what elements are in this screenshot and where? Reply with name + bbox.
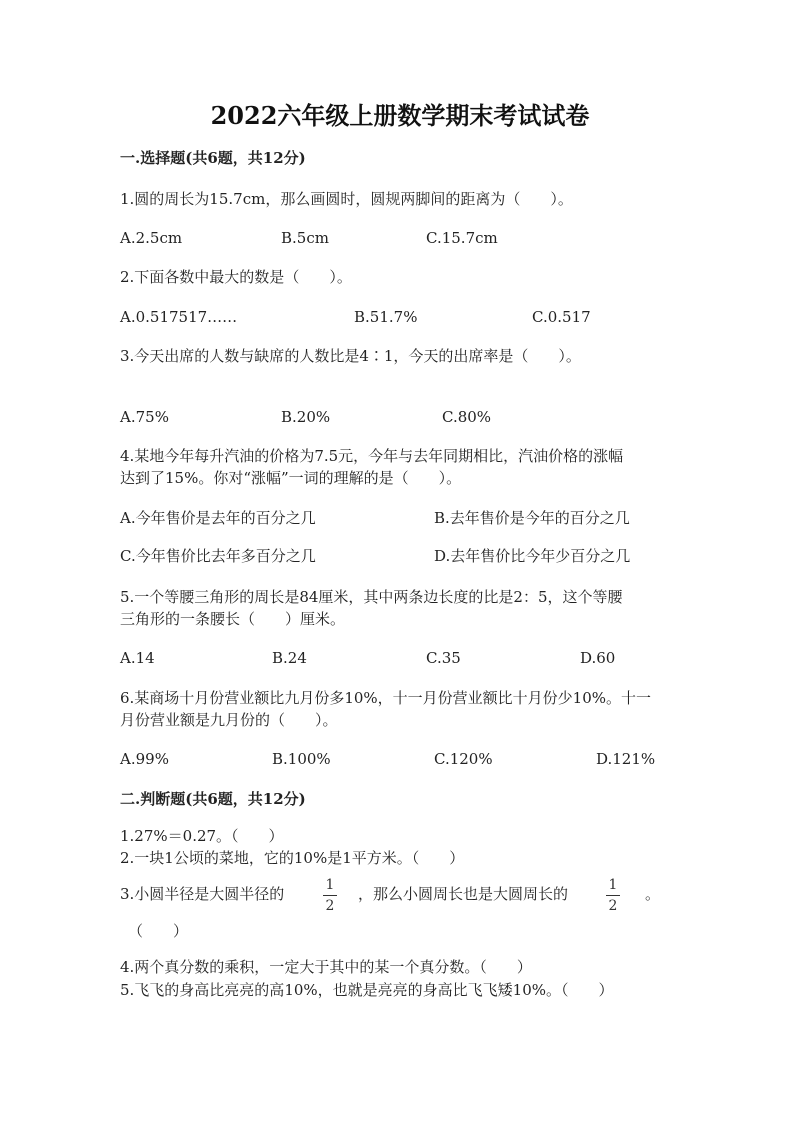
section-heading-judgment: 二.判断题(共6题，共12分) xyxy=(120,790,306,808)
question-4-option-a: A.今年售价是去年的百分之几 xyxy=(120,509,316,527)
question-4-option-b: B.去年售价是今年的百分之几 xyxy=(434,509,630,527)
judgment-2: 2.一块1公顷的菜地，它的10%是1平方米。（ ） xyxy=(120,849,465,867)
question-5-option-a: A.14 xyxy=(120,649,155,667)
judgment-3-part-2: ，那么小圆周长也是大圆周长的 xyxy=(358,885,569,903)
fraction-one-half xyxy=(603,877,623,914)
question-4-stem-line-1: 4.某地今年每升汽油的价格为7.5元，今年与去年同期相比，汽油价格的涨幅 xyxy=(120,447,624,465)
fraction-numerator: 1 xyxy=(608,877,618,893)
question-2-option-a: A.0.517517…… xyxy=(120,308,238,326)
question-5-stem-line-1: 5.一个等腰三角形的周长是84厘米，其中两条边长度的比是2：5，这个等腰 xyxy=(120,588,623,606)
page-title: 2022六年级上册数学期末考试试卷 xyxy=(210,101,590,130)
fraction-numerator: 1 xyxy=(325,877,335,893)
question-3-option-a: A.75% xyxy=(120,408,169,426)
question-1-option-c: C.15.7cm xyxy=(426,229,498,247)
judgment-3-part-3: 。 xyxy=(645,885,661,903)
judgment-3-part-1: 3.小圆半径是大圆半径的 xyxy=(120,885,285,903)
fraction-denominator: 2 xyxy=(325,898,335,914)
judgment-4: 4.两个真分数的乘积，一定大于其中的某一个真分数。（ ） xyxy=(120,958,532,976)
judgment-5: 5.飞飞的身高比亮亮的高10%，也就是亮亮的身高比飞飞矮10%。（ ） xyxy=(120,981,614,999)
question-6-option-c: C.120% xyxy=(434,750,493,768)
question-2-stem: 2.下面各数中最大的数是（ ）。 xyxy=(120,268,352,286)
question-3-stem: 3.今天出席的人数与缺席的人数比是4∶1，今天的出席率是（ ）。 xyxy=(120,347,581,365)
question-1-stem: 1.圆的周长为15.7cm，那么画圆时，圆规两脚间的距离为（ ）。 xyxy=(120,190,573,208)
question-4-option-c: C.今年售价比去年多百分之几 xyxy=(120,547,316,565)
question-4-stem-line-2: 达到了15%。你对“涨幅”一词的理解的是（ ）。 xyxy=(120,469,462,487)
question-5-option-c: C.35 xyxy=(426,649,461,667)
question-6-stem-line-2: 月份营业额是九月份的（ ）。 xyxy=(120,711,338,729)
question-6-option-d: D.121% xyxy=(596,750,656,768)
question-2-option-c: C.0.517 xyxy=(532,308,591,326)
question-1-option-b: B.5cm xyxy=(281,229,329,247)
question-1-option-a: A.2.5cm xyxy=(120,229,183,247)
question-6-stem-line-1: 6.某商场十月份营业额比九月份多10%，十一月份营业额比十月份少10%。十一 xyxy=(120,689,651,707)
question-5-option-d: D.60 xyxy=(580,649,616,667)
fraction-denominator: 2 xyxy=(608,898,618,914)
question-2-option-b: B.51.7% xyxy=(354,308,418,326)
question-5-option-b: B.24 xyxy=(272,649,307,667)
judgment-1: 1.27%＝0.27。（ ） xyxy=(120,827,284,845)
question-4-option-d: D.去年售价比今年少百分之几 xyxy=(434,547,631,565)
judgment-3-answer-paren: （ ） xyxy=(128,922,189,940)
question-3-option-c: C.80% xyxy=(442,408,492,426)
question-6-option-b: B.100% xyxy=(272,750,331,768)
question-3-option-b: B.20% xyxy=(281,408,331,426)
section-heading-choice: 一.选择题(共6题，共12分) xyxy=(120,149,306,167)
question-6-option-a: A.99% xyxy=(120,750,169,768)
fraction-bar xyxy=(606,895,620,896)
fraction-bar xyxy=(323,895,337,896)
question-5-stem-line-2: 三角形的一条腰长（ ）厘米。 xyxy=(120,610,346,628)
fraction-one-half xyxy=(320,877,340,914)
